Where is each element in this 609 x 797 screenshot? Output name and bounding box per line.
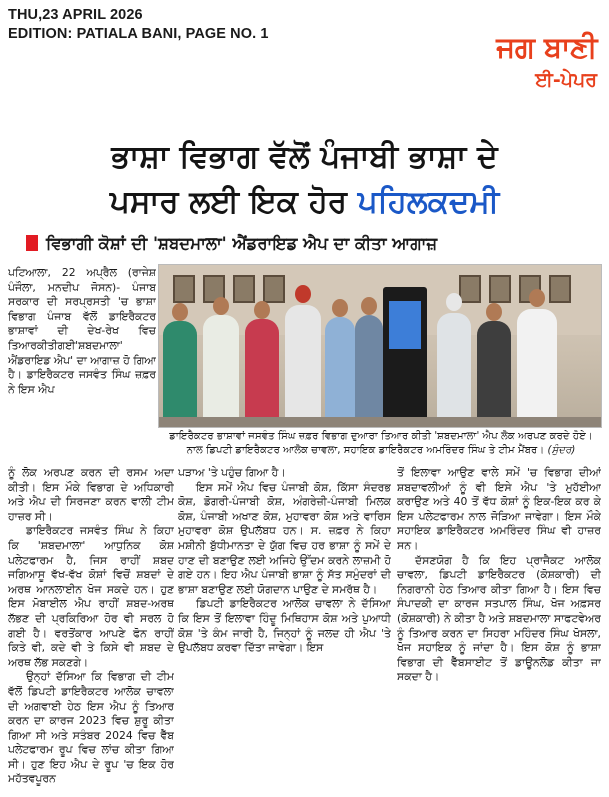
article-paragraph: ਪਟਿਆਲਾ, 22 ਅਪ੍ਰੈਲ (ਰਾਜੇਸ਼ ਪੰਜੌਲਾ, ਮਨਦੀਪ ਜੋਸਨ)- ਪੰਜਾਬ ਸਰਕਾਰ ਦੀ ਸਰਪ੍ਰਸਤੀ 'ਚ ਭਾਸ਼ਾ ਵਿਭਾਗ ਪੰਜਾਬ ਵੱਲੋਂ ਡਾਇਰੈਕਟਰ ਭਾਸ਼ਾਵਾਂ ਦੀ ਦੇਖ-ਰੇਖ ਵਿਚ ਤਿਆਰਕੀਤੀਗਈ'ਸ਼ਬਦਮਾਲਾ' ਐਂਡਰਾਇਡ ਐਪ' ਦਾ ਆਗਾਜ਼ ਹੋ ਗਿਆ ਹੈ। ਡਾਇਰੈਕਟਰ ਜਸਵੰਤ ਸਿੰਘ ਜ਼ਫ਼ਰ ਨੇ ਇਸ ਐਪ — [8, 266, 156, 396]
article-column-1-top — [8, 266, 156, 446]
headline-accent-word: ਪਹਿਲਕਦਮੀ — [357, 184, 500, 220]
news-photo — [158, 264, 602, 428]
article-paragraph: ਪੜਾਅ 'ਤੇ ਪਹੁੰਚ ਗਿਆ ਹੈ। — [178, 466, 286, 479]
photo-credit: (ਸੁੰਦਰ) — [547, 444, 576, 456]
wall-portrait — [549, 275, 571, 303]
person-head — [254, 301, 270, 319]
person-turban — [295, 285, 311, 303]
person-figure — [437, 313, 471, 428]
brand-name: ਜਗ ਬਾਣੀ — [496, 30, 597, 64]
article-paragraph: ਤੋਂ ਇਲਾਵਾ ਆਉਣ ਵਾਲੇ ਸਮੇਂ 'ਚ ਵਿਭਾਗ ਦੀਆਂ ਸ਼ਬਦਾਵਲੀਆਂ ਨੂੰ ਵੀ ਇਸੇ ਐਪ 'ਤੇ ਮੁਹੱਈਆ ਕਰਾਉਣ ਅਤੇ 40 ਤੋਂ ਵੱਧ ਕੋਸ਼ਾਂ ਨੂੰ ਇਕ-ਇਕ ਕਰ ਕੇ ਇਸ ਪਲੇਟਫਾਰਮ ਨਾਲ ਜੋੜਿਆ ਜਾਵੇਗਾ। ਇਸ ਮੌਕੇ ਸਹਾਇਕ ਡਾਇਰੈਕਟਰ ਅਮਰਿੰਦਰ ਸਿੰਘ ਵੀ ਹਾਜ਼ਰ ਸਨ। — [397, 466, 601, 552]
wall-portrait — [459, 275, 481, 303]
article-paragraph: ਡਾਇਰੈਕਟਰ ਜਸਵੰਤ ਸਿੰਘ ਨੇ ਕਿਹਾ ਕਿ 'ਸ਼ਬਦਮਾਲਾ' ਆਧੁਨਿਕ ਕੋਸ਼ ਪਲੇਟਫਾਰਮ ਹੈ, ਜਿਸ ਰਾਹੀਂ ਸ਼ਬਦ ਜਗਿਆਸੂ ਵੱਖ-ਵੱਖ ਕੋਸ਼ਾਂ ਵਿਚੋਂ ਸ਼ਬਦਾਂ ਦੇ ਅਰਥ ਆਨਲਾਈਨ ਖੋਜ ਸਕਦੇ ਹਨ। ਹੁਣ ਇਸ ਮੋਬਾਈਲ ਐਪ ਰਾਹੀਂ ਸ਼ਬਦ-ਅਰਥ ਲੱਭਣ ਦੀ ਪ੍ਰਕਿਰਿਆ ਹੋਰ ਵੀ ਸਰਲ ਹੋ ਗਈ ਹੈ। ਵਰਤੋਂਕਾਰ ਆਪਣੇ ਫੋਨ ਰਾਹੀਂ ਕਿਤੇ ਵੀ, ਕਦੇ ਵੀ ਤੇ ਕਿਸੇ ਵੀ ਸ਼ਬਦ ਦੇ ਅਰਥ ਲੱਭ ਸਕਣਗੇ। — [8, 524, 174, 669]
app-kiosk-display — [383, 287, 427, 423]
person-figure — [477, 321, 511, 428]
person-figure — [285, 305, 321, 428]
wall-portrait — [233, 275, 255, 303]
article-paragraph: ਉਨ੍ਹਾਂ ਦੱਸਿਆ ਕਿ ਵਿਭਾਗ ਦੀ ਟੀਮ ਵੱਲੋਂ ਡਿਪਟੀ ਡਾਇਰੈਕਟਰ ਆਲੋਕ ਚਾਵਲਾ ਦੀ ਅਗਵਾਈ ਹੇਠ ਇਸ ਐਪ ਨੂੰ ਤਿਆਰ ਕਰਨ ਦਾ ਕਾਰਜ 2023 ਵਿਚ ਸ਼ੁਰੂ ਕੀਤਾ ਗਿਆ ਸੀ ਅਤੇ ਸਤੰਬਰ 2024 ਵਿਚ ਵੈੱਬ ਪਲੇਟਫਾਰਮ ਰੂਪ ਵਿਚ ਲਾਂਚ ਕੀਤਾ ਗਿਆ ਸੀ। ਹੁਣ ਇਹ ਐਪ ਦੇ ਰੂਪ 'ਚ ਇਕ ਹੋਰ ਮਹੱਤਵਪੂਰਨ — [8, 670, 174, 786]
edition-info — [8, 6, 269, 44]
person-figure — [245, 319, 279, 428]
masthead-logo — [447, 30, 597, 92]
subheadline-text: ਵਿਭਾਗੀ ਕੋਸ਼ਾਂ ਦੀ 'ਸ਼ਬਦਮਾਲਾ' ਐਂਡਰਾਇਡ ਐਪ ਦਾ ਕੀਤਾ ਆਗਾਜ਼ — [46, 234, 438, 253]
article-column-1 — [8, 466, 174, 792]
article-paragraph: ਦੱਸਣਯੋਗ ਹੈ ਕਿ ਇਹ ਪ੍ਰਾਜੈਕਟ ਆਲੋਕ ਚਾਵਲਾ, ਡਿਪਟੀ ਡਾਇਰੈਕਟਰ (ਕੋਸ਼ਕਾਰੀ) ਦੀ ਨਿਗਰਾਨੀ ਹੇਠ ਤਿਆਰ ਕੀਤਾ ਗਿਆ ਹੈ। ਇਸ ਵਿਚ ਸੰਪਾਦਕੀ ਦਾ ਕਾਰਜ ਸਤਪਾਲ ਸਿੰਘ, ਖੋਜ ਅਫ਼ਸਰ (ਕੋਸ਼ਕਾਰੀ) ਨੇ ਕੀਤਾ ਹੈ ਅਤੇ ਸ਼ਬਦਮਾਲਾ ਸਾਫਟਵੇਅਰ ਨੂੰ ਤਿਆਰ ਕਰਨ ਦਾ ਸਿਹਰਾ ਮਹਿੰਦਰ ਸਿੰਘ ਖੋਸਲਾ, ਖੋਜ ਸਹਾਇਕ ਨੂੰ ਜਾਂਦਾ ਹੈ। ਇਸ ਕੋਸ਼ ਨੂੰ ਭਾਸ਼ਾ ਵਿਭਾਗ ਦੀ ਵੈੱਬਸਾਈਟ ਤੋਂ ਡਾਊਨਲੋਡ ਕੀਤਾ ਜਾ ਸਕਦਾ ਹੈ। — [397, 553, 601, 684]
person-figure — [325, 317, 355, 428]
person-figure — [355, 315, 383, 428]
article-column-2 — [178, 466, 391, 792]
headline-line-2 — [0, 182, 609, 222]
person-figure — [517, 309, 557, 428]
article-paragraph: ਡਿਪਟੀ ਡਾਇਰੈਕਟਰ ਆਲੋਕ ਚਾਵਲਾ ਨੇ ਦੱਸਿਆ ਕਿ ਇਸ ਤੋਂ ਇਲਾਵਾ ਹਿੰਦੂ ਮਿਥਿਹਾਸ ਕੋਸ਼ ਅਤੇ ਪੁਆਧੀ ਕੋਸ਼ 'ਤੇ ਕੰਮ ਜਾਰੀ ਹੈ, ਜਿਨ੍ਹਾਂ ਨੂੰ ਜਲਦ ਹੀ ਐਪ 'ਤੇ ਉਪਲੱਬਧ ਕਰਵਾ ਦਿੱਤਾ ਜਾਵੇਗਾ। ਇਸ — [178, 597, 391, 655]
article-paragraph: ਇਸ ਸਮੇਂ ਐਪ ਵਿਚ ਪੰਜਾਬੀ ਕੋਸ਼, ਕਿੱਸਾ ਸੰਦਰਭ ਕੋਸ਼, ਡੋਗਰੀ-ਪੰਜਾਬੀ ਕੋਸ਼, ਅੰਗਰੇਜ਼ੀ-ਪੰਜਾਬੀ ਮਿਲਕ ਕੋਸ਼, ਪੰਜਾਬੀ ਅਖਾਣ ਕੋਸ਼, ਮੁਹਾਵਰਾ ਕੋਸ਼ ਅਤੇ ਵਾਰਿਸ ਮੁਹਾਵਰਾ ਕੋਸ਼ ਉਪਲੱਬਧ ਹਨ। ਸ. ਜ਼ਫ਼ਰ ਨੇ ਕਿਹਾ ਮਸ਼ੀਨੀ ਬੁੱਧੀਮਾਨਤਾ ਦੇ ਯੁੱਗ ਵਿਚ ਹਰ ਭਾਸ਼ਾ ਨੂੰ ਸਮੇਂ ਦੇ ਹਾਣ ਦੀ ਬਣਾਉਣ ਲਈ ਅਜਿਹੇ ਉੱਦਮ ਕਰਨੇ ਲਾਜ਼ਮੀ ਹੋ ਗਏ ਹਨ। ਇਹ ਐਪ ਪੰਜਾਬੀ ਭਾਸ਼ਾ ਨੂੰ ਸੱਤ ਸਮੁੰਦਰਾਂ ਦੀ ਭਾਸ਼ਾ ਬਣਾਉਣ ਲਈ ਯੋਗਦਾਨ ਪਾਉਣ ਦੇ ਸਮਰੱਥ ਹੈ। — [178, 480, 391, 596]
headline-line-1: ਭਾਸ਼ਾ ਵਿਭਾਗ ਵੱਲੋਂ ਪੰਜਾਬੀ ਭਾਸ਼ਾ ਦੇ — [111, 139, 498, 175]
person-head — [332, 299, 348, 317]
photo-floor — [159, 417, 601, 427]
person-turban — [446, 293, 462, 311]
red-square-bullet-icon — [26, 235, 38, 251]
edition-date: THU,23 APRIL 2026 — [8, 7, 143, 23]
article-column-3 — [397, 466, 601, 792]
kiosk-screen — [389, 301, 421, 349]
article-paragraph: ਨੂੰ ਲੋਕ ਅਰਪਣ ਕਰਨ ਦੀ ਰਸਮ ਅਦਾ ਕੀਤੀ। ਇਸ ਮੌਕੇ ਵਿਭਾਗ ਦੇ ਅਧਿਕਾਰੀ ਅਤੇ ਐਪ ਦੀ ਸਿਰਜਣਾ ਕਰਨ ਵਾਲੀ ਟੀਮ ਹਾਜ਼ਰ ਸੀ। — [8, 466, 174, 523]
photo-caption — [160, 430, 602, 457]
person-head — [529, 289, 545, 307]
person-head — [486, 303, 502, 321]
person-head — [213, 297, 229, 315]
person-figure — [163, 321, 197, 428]
subheadline — [26, 232, 437, 256]
person-figure — [203, 315, 239, 428]
edition-line: EDITION: PATIALA BANI, PAGE NO. 1 — [8, 26, 269, 42]
wall-portrait — [173, 275, 195, 303]
wall-portrait — [263, 275, 285, 303]
person-head — [361, 297, 377, 315]
wall-portrait — [489, 275, 511, 303]
person-head — [172, 303, 188, 321]
headline-line-2-prefix: ਪਸਾਰ ਲਈ ਇਕ ਹੋਰ — [109, 184, 358, 220]
brand-subtitle: ਈ-ਪੇਪਰ — [535, 69, 597, 91]
photo-caption-text: ਡਾਇਰੈਕਟਰ ਭਾਸ਼ਾਵਾਂ ਜਸਵੰਤ ਸਿੰਘ ਜ਼ਫ਼ਰ ਵਿਭਾਗ ਦੁਆਰਾ ਤਿਆਰ ਕੀਤੀ 'ਸ਼ਬਦਮਾਲਾ' ਐਪ ਲੋਕ ਅਰਪਣ ਕਰਦੇ ਹੋਏ। ਨਾਲ ਡਿਪਟੀ ਡਾਇਰੈਕਟਰ ਆਲੋਕ ਚਾਵਲਾ, ਸਹਾਇਕ ਡਾਇਰੈਕਟਰ ਅਮਰਿੰਦਰ ਸਿੰਘ ਤੇ ਟੀਮ ਮੈਂਬਰ। — [169, 431, 593, 456]
